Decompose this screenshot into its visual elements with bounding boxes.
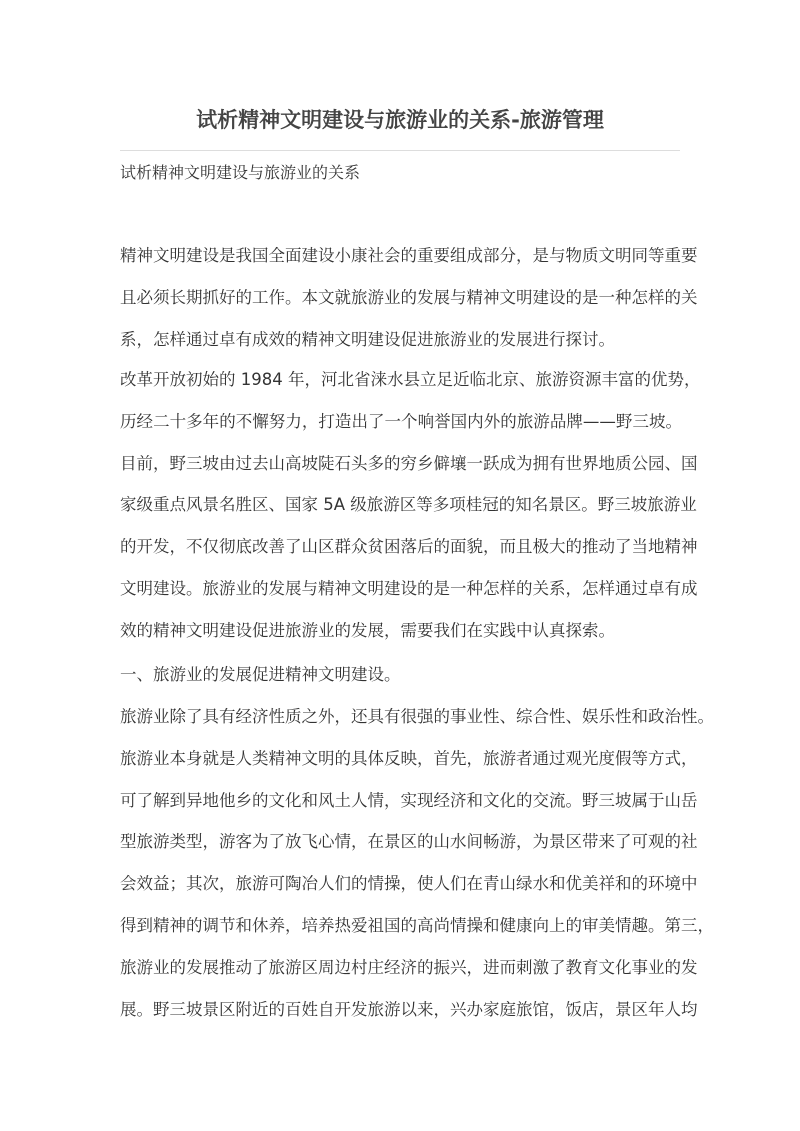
text-line: 家级重点风景名胜区、国家 5A 级旅游区等多项桂冠的知名景区。野三坡旅游业 [120,495,697,515]
title-divider [120,150,680,151]
text-line: 型旅游类型，游客为了放飞心情，在景区的山水间畅游，为景区带来了可观的社 [120,832,698,852]
text-line: 会效益；其次，旅游可陶冶人们的情操，使人们在青山绿水和优美祥和的环境中 [120,874,698,894]
text-line: 文明建设。旅游业的发展与精神文明建设的是一种怎样的关系，怎样通过卓有成 [120,578,698,598]
text-line: 旅游业本身就是人类精神文明的具体反映，首先，旅游者通过观光度假等方式， [120,748,698,768]
text-line: 旅游业除了具有经济性质之外，还具有很强的事业性、综合性、娱乐性和政治性。 [120,707,714,726]
text-line: 历经二十多年的不懈努力，打造出了一个响誉国内外的旅游品牌——野三坡。 [120,411,682,431]
text-line: 效的精神文明建设促进旅游业的发展，需要我们在实践中认真探索。 [120,620,615,640]
document-subtitle: 试析精神文明建设与旅游业的关系 [120,163,361,182]
text-line: 得到精神的调节和休养，培养热爱祖国的高尚情操和健康向上的审美情趣。第三， [120,915,714,935]
text-line: 展。野三坡景区附近的百姓自开发旅游以来，兴办家庭旅馆，饭店，景区年人均 [120,999,698,1019]
paragraph [120,241,698,366]
paragraph [120,660,682,702]
text-line: 精神文明建设是我国全面建设小康社会的重要组成部分，是与物质文明同等重要 [120,246,698,265]
paragraph [120,702,714,1036]
text-line: 的开发，不仅彻底改善了山区群众贫困落后的面貌，而且极大的推动了当地精神 [120,537,698,557]
text-line: 一、旅游业的发展促进精神文明建设。 [120,665,401,684]
document-title: 试析精神文明建设与旅游业的关系-旅游管理 [196,108,604,132]
paragraph [120,365,701,658]
text-line: 旅游业的发展推动了旅游区周边村庄经济的振兴，进而刺激了教育文化事业的发 [120,957,698,977]
text-line: 目前，野三坡由过去山高坡陡石头多的穷乡僻壤一跃成为拥有世界地质公园、国 [120,453,698,473]
text-line: 改革开放初始的 1984 年，河北省涞水县立足近临北京、旅游资源丰富的优势， [120,370,701,389]
text-line: 系，怎样通过卓有成效的精神文明建设促进旅游业的发展进行探讨。 [120,329,615,349]
text-line: 且必须长期抓好的工作。本文就旅游业的发展与精神文明建设的是一种怎样的关 [120,287,698,307]
text-line: 可了解到异地他乡的文化和风土人情，实现经济和文化的交流。野三坡属于山岳 [120,790,698,810]
